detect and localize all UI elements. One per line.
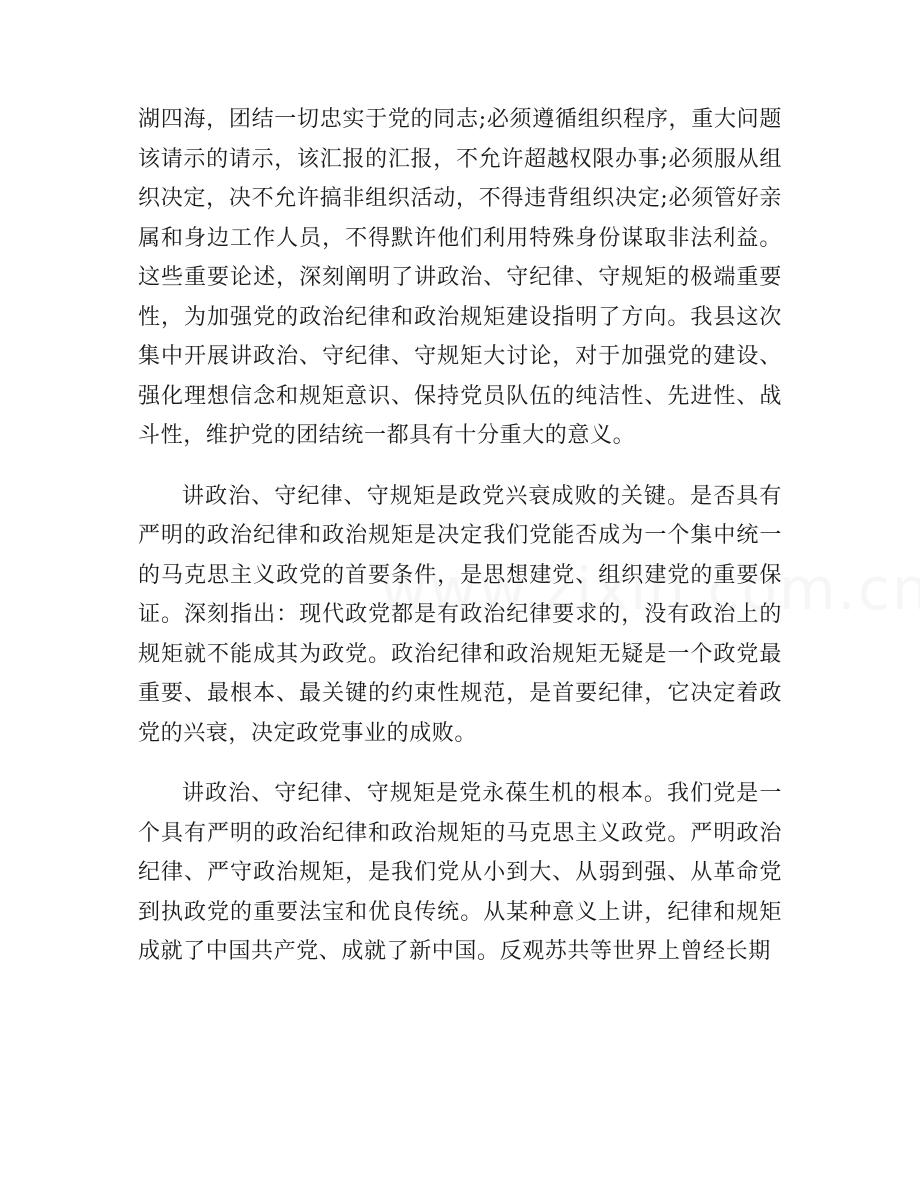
paragraph-3: 讲政治、守纪律、守规矩是党永葆生机的根本。我们党是一个具有严明的政治纪律和政治规矩的马克思主义政党。严明政治纪律、严守政治规矩，是我们党从小到大、从弱到强、从革命党到执政党的重要法宝和优良传统。从某种意义上讲，纪律和规矩成就了中国共产党、成就了新中国。反观苏共等世界上曾经长期: [138, 781, 782, 964]
document-body: [138, 100, 782, 972]
paragraph-1: 湖四海，团结一切忠实于党的同志;必须遵循组织程序，重大问题该请示的请示，该汇报的汇报，不允许超越权限办事;必须服从组织决定，决不允许搞非组织活动，不得违背组织决定;必须管好亲属和身边工作人员，不得默许他们利用特殊身份谋取非法利益。这些重要论述，深刻阐明了讲政治、守纪律、守规矩的极端重要性，为加强党的政治纪律和政治规矩建设指明了方向。我县这次集中开展讲政治、守纪律、守规矩大讨论，对于加强党的建设、强化理想信念和规矩意识、保持党员队伍的纯洁性、先进性、战斗性，维护党的团结统一都具有十分重大的意义。: [138, 107, 782, 448]
paragraph-2: 讲政治、守纪律、守规矩是政党兴衰成败的关键。是否具有严明的政治纪律和政治规矩是决定我们党能否成为一个集中统一的马克思主义政党的首要条件，是思想建党、组织建党的重要保证。深刻指出：现代政党都是有政治纪律要求的，没有政治上的规矩就不能成其为政党。政治纪律和政治规矩无疑是一个政党最重要、最根本、最关键的约束性规范，是首要纪律，它决定着政党的兴衰，决定政党事业的成败。: [138, 483, 782, 746]
